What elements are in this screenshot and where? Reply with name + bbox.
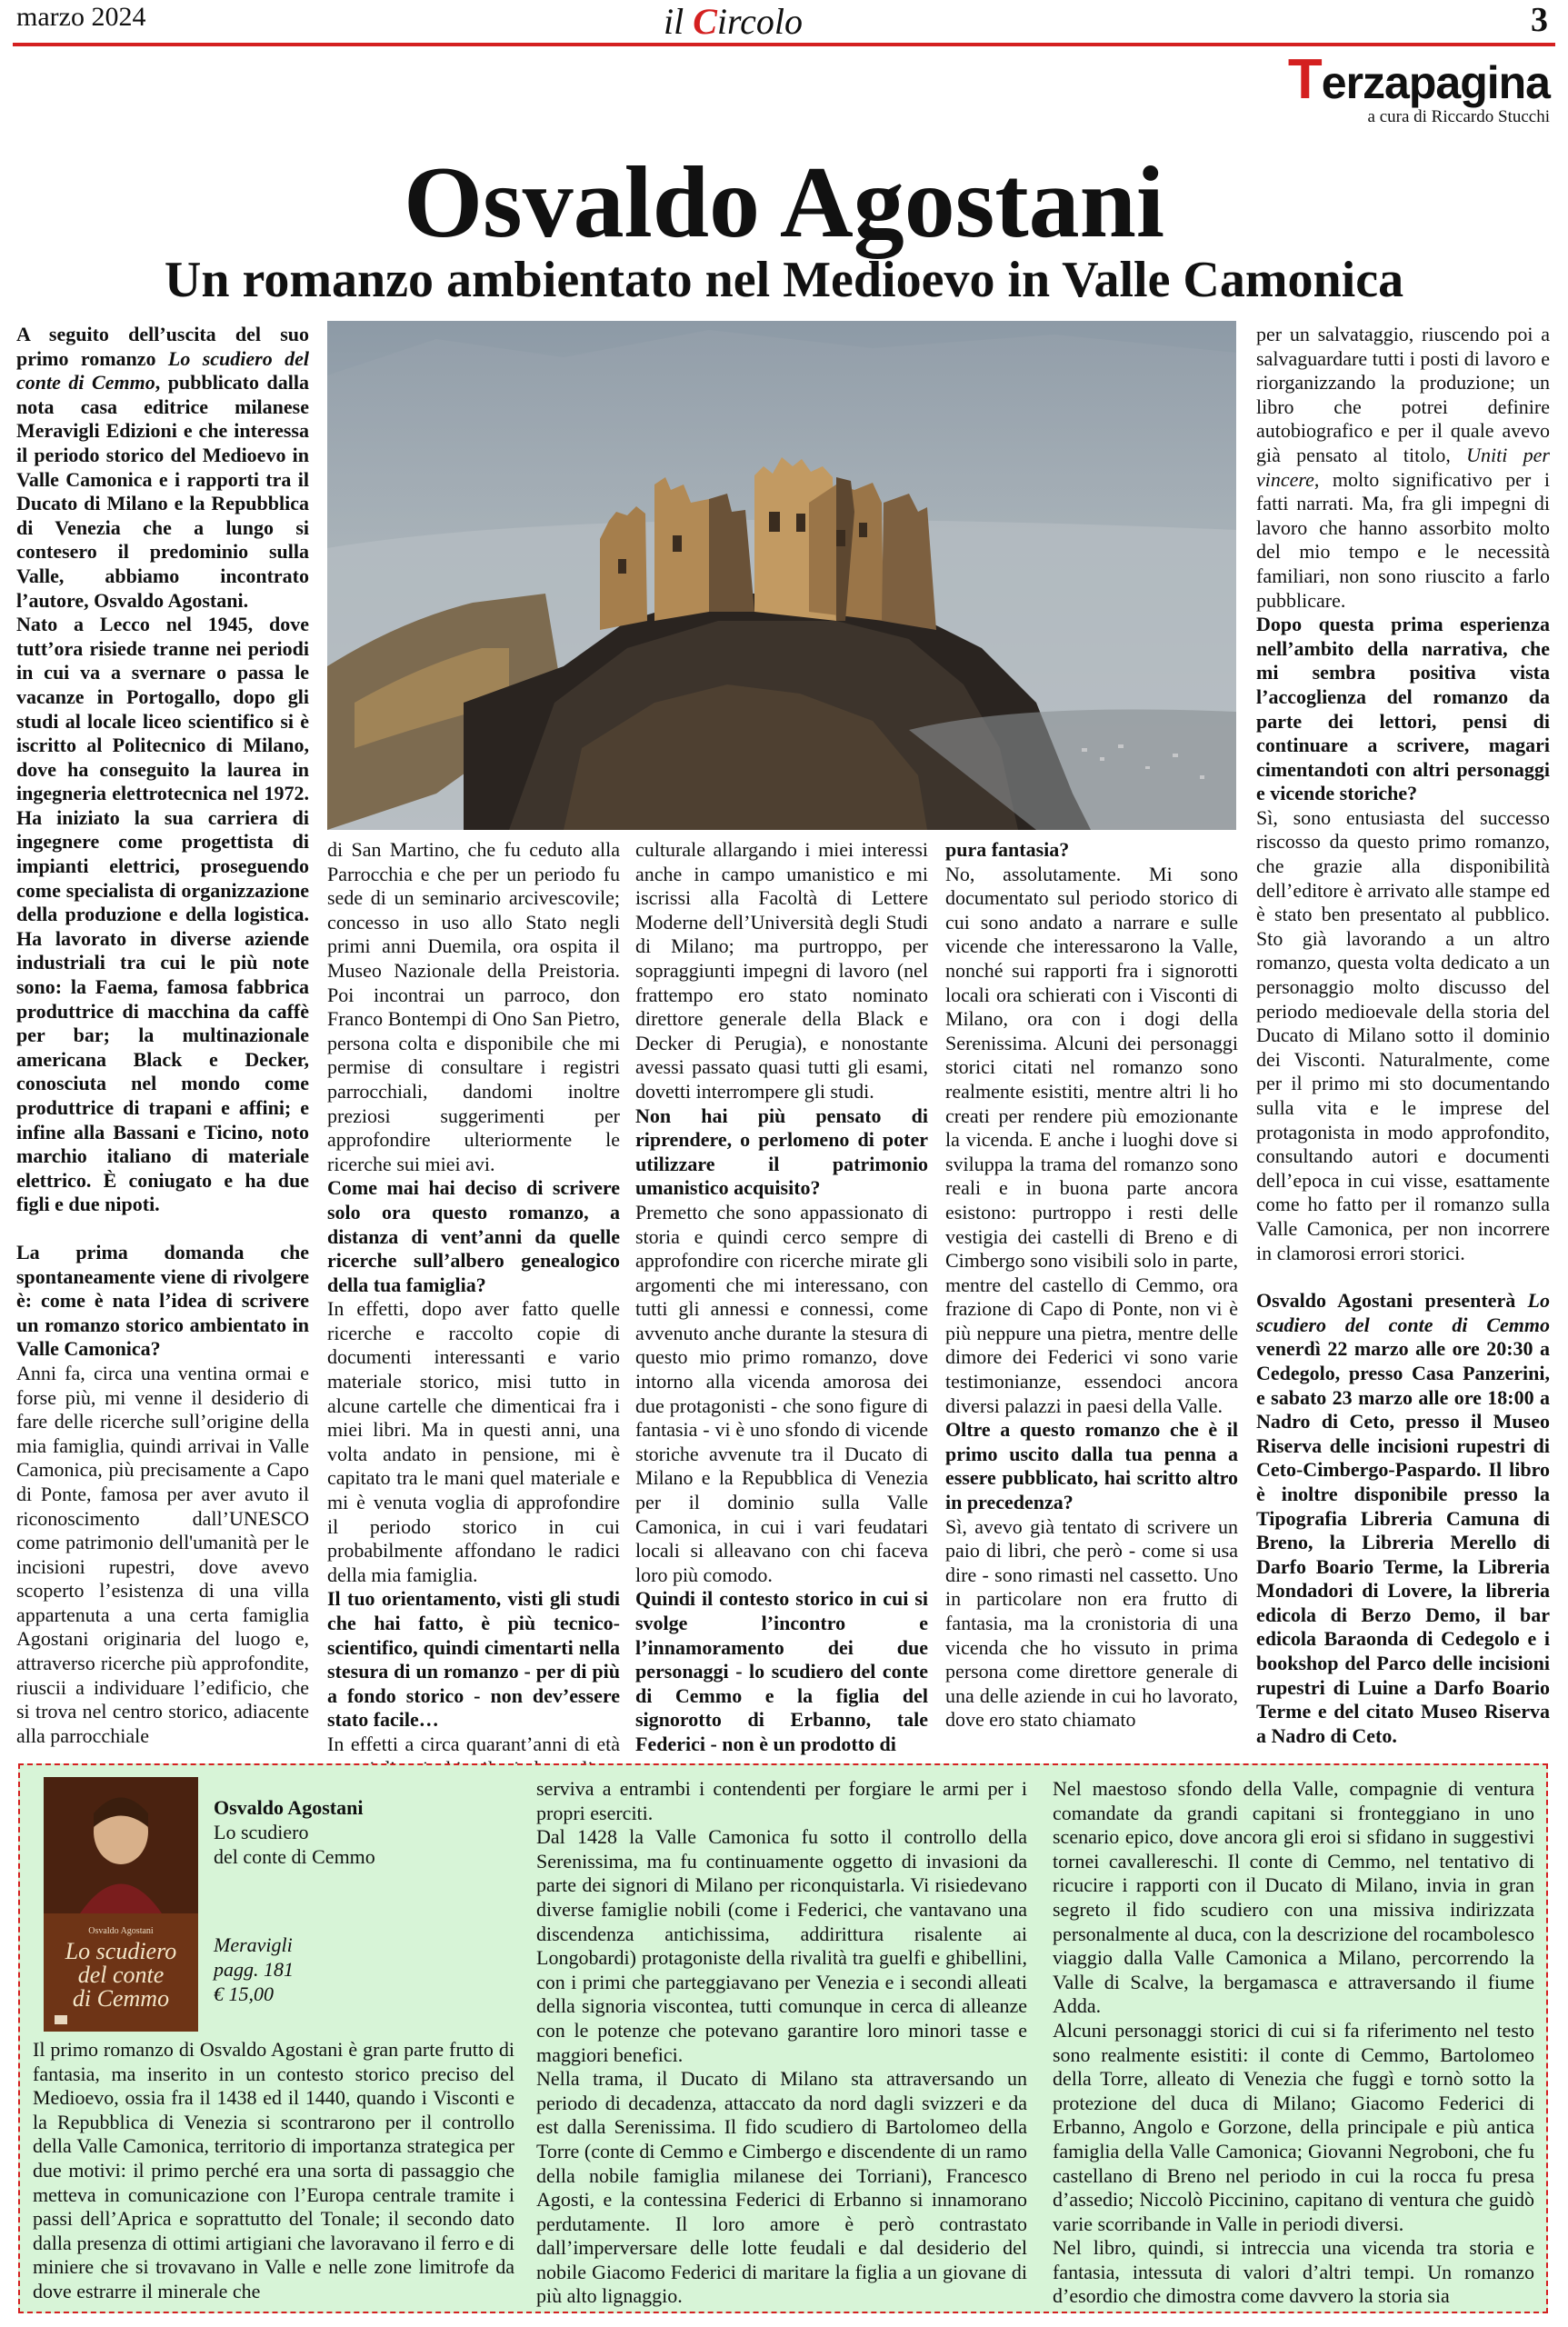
cover-title-line2: del conte (77, 1962, 165, 1988)
question-4: Non hai più pensato di riprendere, o perlomeno di poter utilizzare il patrimonio umanistico acquisito? (635, 1104, 928, 1200)
section-curator: a cura di Riccardo Stucchi (1367, 107, 1550, 126)
newspaper-logo: il Circolo (664, 1, 803, 42)
review-column-3 (1053, 1777, 1534, 2309)
review-paragraph: Dal 1428 la Valle Camonica fu sotto il controllo della Serenissima, ma fu continuamente oggetto di invasioni da parte dei signori di Milano per riconquistarla. Vi risiedevano diverse famiglie nobili (come i Federici, che vantavano una discendenza antichissima, addirittura risalente ai Longobardi) protagoniste della rivalità tra guelfi e ghibellini, con i primi che parteggiavano per Venezia e i secondi alleati della signoria viscontea, tutti comunque in cerca di alleanze con le potenze che potevano garantire loro minori tasse e maggiori benefici. (536, 1825, 1027, 2066)
question-3: Il tuo orientamento, visti gli studi che hai fatto, è più tecnico-scientifico, quindi cimentarti nella stesura di un romanzo - per di più a fondo storico - non dev’essere stato facile… (327, 1587, 620, 1732)
review-paragraph: Nel libro, quindi, si intreccia una vicenda tra storia e fantasia, intessuta di valori d’altri tempi. Un romanzo d’esordio che dimostra come davvero la storia sia (1053, 2236, 1534, 2308)
answer-4: Premetto che sono appassionato di storia e quindi cerco sempre di approfondire con ricerche mirate gli argomenti che mi interessano, con tutti gli annessi e connessi, come avvenuto anche durante la stesura di questo mio primo romanzo, dove intorno alla vicenda amorosa dei due protagonisti - che sono figure di fantasia - vi è uno sfondo di vicende storiche avvenute tra il Ducato di Milano e la Repubblica di Venezia per il dominio sulla Valle Camonica, in cui i vari feudatari locali si alleavano con chi faceva loro più comodo. (635, 1200, 928, 1586)
column-5 (1256, 323, 1550, 1748)
subheadline: Un romanzo ambientato nel Medioevo in Valle Camonica (164, 252, 1404, 308)
intro-paragraph: A seguito dell’uscita del suo primo romanzo Lo scudiero del conte di Cemmo, pubblicato dalla nota casa editrice milanese Meravigli Edizioni e che interessa il periodo storico del Medioevo in Valle Camonica e i rapporti tra il Ducato di Milano e la Repubblica di Venezia che a lungo si contesero il predominio sulla Valle, abbiamo incontrato l’autore, Osvaldo Agostani. (16, 323, 309, 612)
cover-title-line3: di Cemmo (72, 1985, 170, 2012)
question-2: Come mai hai deciso di scrivere solo ora questo romanzo, a distanza di vent’anni da quelle ricerche sull’albero genealogico della tua famiglia? (327, 1176, 620, 1296)
review-column-2 (536, 1777, 1027, 2309)
book-author: Osvaldo Agostani (214, 1796, 364, 1819)
answer-1-continued: di San Martino, che fu ceduto alla Parrocchia e che per un periodo fu sede di un seminario arcivescovile; concesso in uso allo Stato negli primi anni Duemila, ora ospita il Museo Nazionale della Preistoria. Poi incontrai un parroco, don Franco Bontempi di Ono San Pietro, persona colta e disponibile che mi permise di consultare i registri parrocchiali, dandomi inoltre preziosi suggerimenti per approfondire ulteriormente le ricerche sui miei avi. (327, 838, 620, 1175)
question-7: Dopo questa prima esperienza nell’ambito della narrativa, che mi sembra positiva vista l’accoglienza del romanzo da parte dei lettori, pensi di continuare a scrivere, magari cimentandoti con altri personaggi e vicende storiche? (1256, 613, 1550, 805)
book-title-line2: del conte di Cemmo (214, 1845, 375, 1868)
header-rule (13, 43, 1555, 46)
headline: Osvaldo Agostani (403, 146, 1165, 259)
column-3 (635, 838, 928, 1757)
section-title: Terzapagina (1287, 48, 1550, 111)
review-paragraph: Nel maestoso sfondo della Valle, compagnie di ventura comandate da grandi capitani si fronteggiano in uno scenario epico, dove ancora gli eroi si sfidano in suggestivi tornei cavallereschi. Il conte di Cemmo, nel tentativo di ricucire i rapporti con il Ducato di Milano, invia in gran segreto il fido scudiero con una missiva indirizzata personalmente al duca, con la descrizione del rocambolesco viaggio dalla Valle Camonica a Milano, percorrendo la Valle di Scalve, la bergamasca e attraversando il fiume Adda. (1053, 1777, 1534, 2018)
answer-7: Sì, sono entusiasta del successo riscosso da questo primo romanzo, che grazie alla disponibilità dell’editore è arrivato alle stampe ed è stato ben presentato al pubblico. Sto già lavorando a un altro romanzo, questa volta dedicato a un personaggio molto discusso del periodo medioevale della storia del Ducato di Milano sotto il dominio dei Visconti. Naturalmente, come per il primo mi sto documentando sulla vita e le imprese del protagonista in modo approfondito, consultando autori e documenti dell’epoca in cui visse, esattamente come ho fatto per il romanzo sulla Valle Camonica, per non incorrere in clamorosi errori storici. (1256, 805, 1550, 1264)
review-column-1 (33, 2038, 514, 2304)
answer-2: In effetti, dopo aver fatto quelle ricerche e raccolto copie di documenti interessanti e vario materiale storico, misi tutto in alcune cartelle che dimenticai fra i miei libri. Ma in questi anni, una volta andato in pensione, mi è capitato tra le mani quel materiale e mi è venuta voglia di approfondire il periodo storico in cui probabilmente affondano le radici della mia famiglia. (327, 1297, 620, 1586)
answer-1: Anni fa, circa una ventina ormai e forse più, mi venne il desiderio di fare delle ricerche sull’origine della mia famiglia, quindi arrivai in Valle Camonica, più precisamente a Capo di Ponte, famosa per aver avuto il riconoscimento dall’UNESCO come patrimonio dell'umanità per le incisioni rupestri, dove avevo scoperto l’esistenza di una villa appartenuta a una certa famiglia Agostani originaria del luogo e, attraverso ricerche più approfondite, riuscii a individuare l’edificio, che si trova nel centro storico, adiacente alla parrocchiale (16, 1361, 309, 1747)
page-number: 3 (1531, 1, 1548, 39)
book-cover (44, 1777, 198, 2032)
question-1: La prima domanda che spontaneamente viene di rivolgere è: come è nata l’idea di scrivere un romanzo storico ambientato in Valle Camonica? (16, 1240, 309, 1361)
cover-author: Osvaldo Agostani (88, 1926, 154, 1936)
column-2 (327, 838, 620, 1781)
column-4 (945, 838, 1238, 1733)
castle-ruins-illustration (327, 321, 1236, 830)
publisher-mark-icon (55, 2015, 67, 2024)
answer-3-continued: culturale allargando i miei interessi anche in campo umanistico e mi iscrissi alla Facoltà di Lettere Moderne dell’Università degli Studi di Milano; ma purtroppo, per sopraggiunti impegni di lavoro (nel frattempo ero stato nominato direttore generale della Black e Decker di Perugia), e nonostante avessi passato quasi tutti gli esami, dovetti interrompere gli studi. (635, 838, 928, 1103)
castle-photo (327, 321, 1236, 830)
review-paragraph: serviva a entrambi i contendenti per forgiare le armi per i propri eserciti. (536, 1777, 1027, 1824)
answer-6: Sì, avevo già tentato di scrivere un paio di libri, che però - come si usa dire - sono rimasti nel cassetto. Uno in particolare non era frutto di fantasia, ma la cronistoria di una vicenda che ho vissuto in prima persona come direttore generale di una delle aziende in cui ho lavorato, dove ero stato chiamato (945, 1514, 1238, 1732)
answer-3: In effetti a circa quarant’anni di età (327, 1732, 620, 1755)
review-paragraph: Il primo romanzo di Osvaldo Agostani è gran parte frutto di fantasia, ma inserito in un contesto storico preciso del Medioevo, ossia fra il 1438 ed il 1440, quando i Visconti e la Repubblica di Venezia si scontrarono per il controllo della Valle Camonica, territorio di importanza strategica per due motivi: il primo perché era una sorta di passaggio che metteva in comunicazione con l’Europa centrale tramite i passi dell’Aprica e soprattutto del Tonale; il secondo dato dalla presenza di ottimi artigiani che lavoravano il ferro e di miniere che si trovavano in Valle e nelle zone limitrofe da dove estrarre il minerale che (33, 2038, 514, 2302)
author-bio: Nato a Lecco nel 1945, dove tutt’ora risiede tranne nei periodi in cui va a svernare o passa le vacanze in Portogallo, dopo gli studi al locale liceo scientifico si è iscritto al Politecnico di Milano, dove ha conseguito la laurea in ingegneria elettrotecnica nel 1972. Ha iniziato la sua carriera di ingegnere come progettista di impianti elettrici, proseguendo come specialista di organizzazione della produzione e della logistica. Ha lavorato in diverse aziende industriali tra cui le più note sono: la Faema, famosa fabbrica produttrice di macchina da caffè per bar; la multinazionale americana Black e Decker, conosciuta nel mondo come produttrice di trapani e affini; e infine alla Bassani e Ticino, noto marchio italiano di materiale elettrico. È coniugato e ha due figli e due nipoti. (16, 613, 309, 1216)
book-title-line1: Lo scudiero (214, 1821, 309, 1843)
book-price: € 15,00 (214, 1982, 274, 2005)
question-5: Quindi il contesto storico in cui si svolge l’incontro e l’innamoramento dei due personaggi - lo scudiero del conte di Cemmo e la figlia del signorotto di Erbanno, tale Federici - non è un prodotto di (635, 1587, 928, 1755)
answer-5: No, assolutamente. Mi sono documentato sul periodo storico di cui sono andato a narrare e sulle vicende che interessarono la Valle, nonché sui rapporti fra i signorotti locali ora schierati con i Visconti di Milano, ora con i dogi della Serenissima. Alcuni dei personaggi storici citati nel romanzo sono realmente esistiti, mentre altri li ho creati per rendere più emozionante la vicenda. E anche i luoghi dove si sviluppa la trama del romanzo sono reali e in buona parte ancora esistono: purtroppo i resti delle vestigia dei castelli di Breno e di Cimbergo sono visibili solo in parte, mentre del castello di Cemmo, ora frazione di Capo di Ponte, non vi è più neppure una pietra, mentre delle dimore dei Federici vi sono varie testimonianze, essendoci ancora diversi palazzi in paesi della Valle. (945, 862, 1238, 1417)
review-paragraph: Nella trama, il Ducato di Milano sta attraversando un periodo di decadenza, attaccato da nord dagli svizzeri e da est dalla Serenissima. Il fido scudiero di Bartolomeo della Torre (conte di Cemmo e Cimbergo e discendente di un ramo della nobile famiglia milanese dei Torriani), Francesco Agosti, e la contessina Federici di Erbanno si innamorano perdutamente. Il loro amore è però contrastato dall’imperversare delle lotte feudali e dal desiderio del nobile Giacomo Federici di maritare la figlia a un giovane di più alto lignaggio. (536, 2067, 1027, 2308)
book-cover-art (44, 1777, 198, 2032)
column-1 (16, 323, 309, 1748)
cover-title-line1: Lo scudiero (65, 1938, 177, 1964)
question-5-continued: pura fantasia? (945, 838, 1070, 861)
book-publisher: Meravigli (214, 1933, 293, 1956)
question-6: Oltre a questo romanzo che è il primo uscito dalla tua penna a essere pubblicato, hai scritto altro in precedenza? (945, 1418, 1238, 1514)
book-pages: pagg. 181 (214, 1958, 294, 1981)
answer-6-continued: per un salvataggio, riuscendo poi a salvaguardare tutti i posti di lavoro e riorganizzando la produzione; un libro che potrei definire autobiografico e per il quale avevo già pensato al titolo, Uniti per vincere, molto significativo per i fatti narrati. Ma, fra gli impegni di lavoro che hanno assorbito molto del mio tempo e le necessità familiari, non sono riuscito a farlo pubblicare. (1256, 323, 1550, 612)
review-paragraph: Alcuni personaggi storici di cui si fa riferimento nel testo sono realmente esistiti: il conte di Cemmo, Bartolomeo della Torre, alleato di Venezia che fuggì e tornò sotto la protezione del duca di Milano; Giacomo Federici di Erbanno, Angolo e Gorzone, della principale e più antica famiglia della Valle Camonica; Giovanni Negroboni, che fu castellano di Breno nel periodo in cui la rocca fu presa d’assedio; Niccolò Piccinino, capitano di ventura che guidò varie scorribande in Valle in periodi diversi. (1053, 2018, 1534, 2235)
presentation-info: Osvaldo Agostani presenterà Lo scudiero del conte di Cemmo venerdì 22 marzo alle ore 20:30 a Cedegolo, presso Casa Panzerini, e sabato 23 marzo alle ore 18:00 a Nadro di Ceto, presso il Museo Riserva delle incisioni rupestri di Ceto-Cimbergo-Paspardo. Il libro è inoltre disponibile presso la Tipografia Libreria Camuna di Breno, la Libreria Merello di Darfo Boario Terme, la Libreria Mondadori di Lovere, la libreria edicola di Berzo Demo, il bar edicola Baraonda di Cedegolo e i bookshop del Parco delle incisioni rupestri di Luine a Darfo Boario Terme e del citato Museo Riserva a Nadro di Ceto. (1256, 1289, 1550, 1747)
book-details (214, 1795, 375, 2006)
issue-date: marzo 2024 (16, 2, 146, 32)
